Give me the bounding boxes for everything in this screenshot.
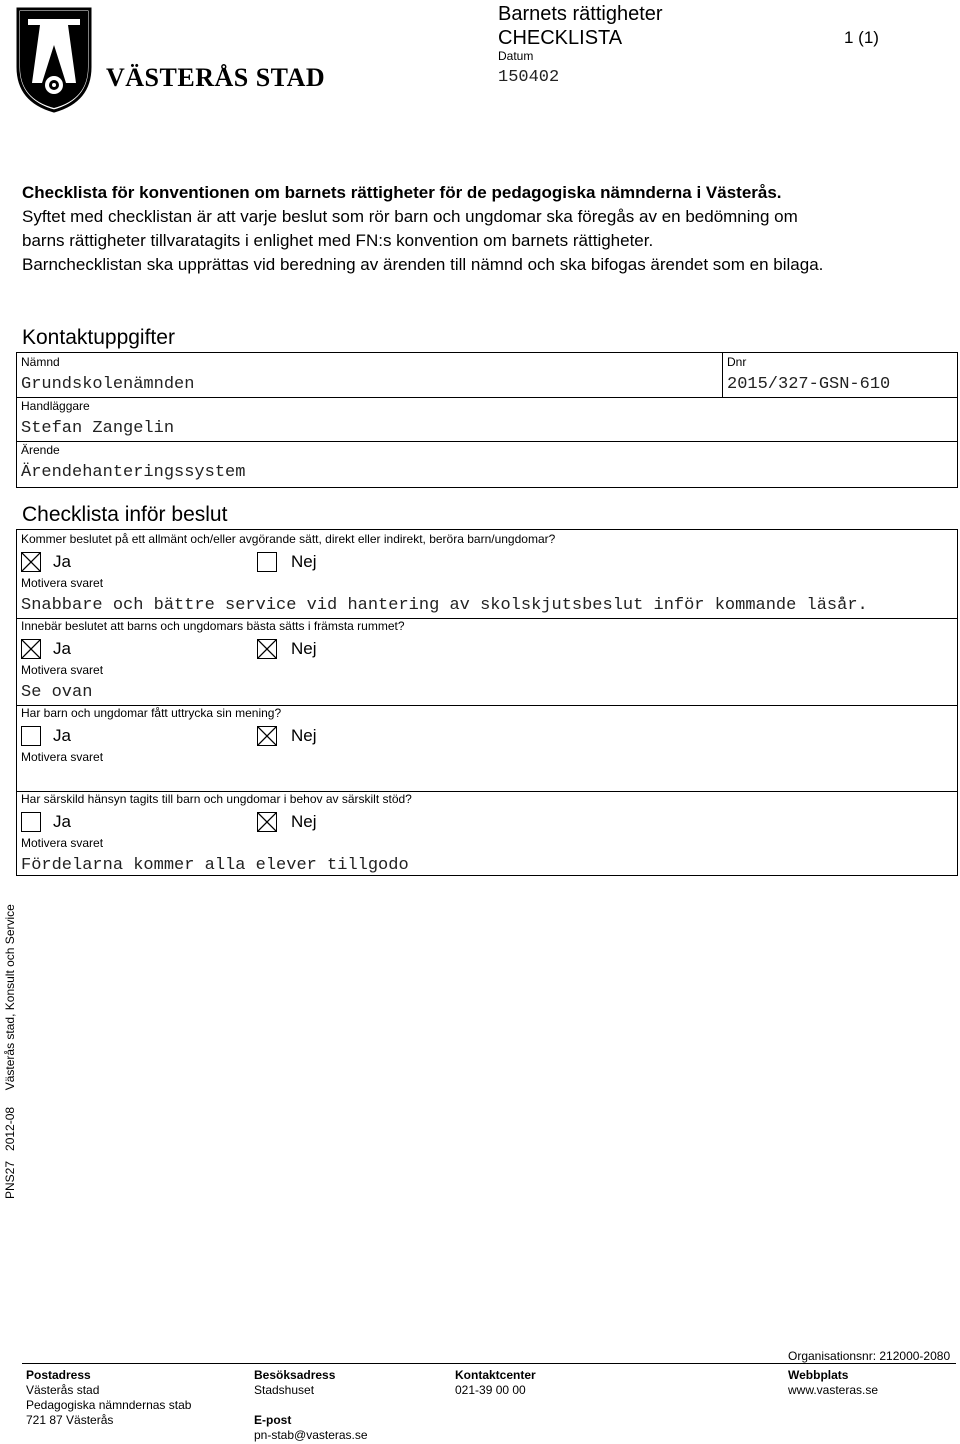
footer-postadress <box>26 1368 191 1428</box>
datum-value: 150402 <box>498 68 560 87</box>
q3-no-label: Nej <box>291 726 317 745</box>
q4-no-checkbox[interactable] <box>257 812 277 832</box>
checked-x-icon <box>258 640 276 658</box>
namnd-field[interactable]: Grundskolenämnden <box>21 375 195 394</box>
namnd-label: Nämnd <box>21 355 60 369</box>
arende-label: Ärende <box>21 443 60 457</box>
datum-label: Datum <box>498 49 534 63</box>
arende-field[interactable]: Ärendehanteringssystem <box>21 463 246 482</box>
org-number: Organisationsnr: 212000-2080 <box>788 1349 951 1363</box>
epost-label: E-post <box>254 1413 292 1427</box>
document-title: Barnets rättigheter <box>498 3 663 25</box>
postadress-line: Pedagogiska nämndernas stab <box>26 1398 192 1412</box>
kontaktcenter-label: Kontaktcenter <box>455 1368 536 1382</box>
q1-no-checkbox[interactable] <box>257 552 277 572</box>
q2-no-label: Nej <box>291 639 317 658</box>
q2-motivate-label: Motivera svaret <box>21 663 104 677</box>
checked-x-icon <box>258 727 276 745</box>
intro-line: Barnchecklistan ska upprättas vid beredning av ärenden till nämnd och ska bifogas ärendet som en bilaga. <box>22 255 824 274</box>
q3-motivate-label: Motivera svaret <box>21 750 104 764</box>
footer-besoksadress <box>254 1368 368 1443</box>
q4-motivate-label: Motivera svaret <box>21 836 104 850</box>
q1-yes-checkbox[interactable] <box>21 552 41 572</box>
divider <box>17 441 957 442</box>
q3-yes-checkbox[interactable] <box>21 726 41 746</box>
webbplats-label: Webbplats <box>788 1368 849 1382</box>
q4-yes-label: Ja <box>53 812 71 831</box>
q3-yes-label: Ja <box>53 726 71 745</box>
footer-kontaktcenter <box>455 1368 536 1398</box>
question-2-text: Innebär beslutet att barns och ungdomars bästa sätts i främsta rummet? <box>21 619 405 633</box>
divider <box>722 353 723 397</box>
q2-yes-label: Ja <box>53 639 71 658</box>
webbplats-link[interactable]: www.vasteras.se <box>788 1383 879 1397</box>
contact-heading: Kontaktuppgifter <box>22 326 175 349</box>
q2-answer-field[interactable]: Se ovan <box>21 683 93 702</box>
q1-yes-label: Ja <box>53 552 71 571</box>
footer-webbplats <box>788 1368 878 1398</box>
logo-wordmark: VÄSTERÅS STAD <box>106 63 326 92</box>
checklist-heading: Checklista inför beslut <box>22 503 228 526</box>
besoksadress-label: Besöksadress <box>254 1368 336 1382</box>
checked-x-icon <box>22 640 40 658</box>
q1-motivate-label: Motivera svaret <box>21 576 104 590</box>
divider <box>17 397 957 398</box>
intro-line: Syftet med checklistan är att varje beslut som rör barn och ungdomar ska föregås av en bedömning om <box>22 207 798 226</box>
q3-no-checkbox[interactable] <box>257 726 277 746</box>
postadress-line: 721 87 Västerås <box>26 1413 114 1427</box>
question-1-text: Kommer beslutet på ett allmänt och/eller avgörande sätt, direkt eller indirekt, beröra barn/ungdomar? <box>21 532 556 546</box>
kontaktcenter-value: 021-39 00 00 <box>455 1383 526 1397</box>
q1-no-label: Nej <box>291 552 317 571</box>
question-4-text: Har särskild hänsyn tagits till barn och ungdomar i behov av särskilt stöd? <box>21 792 412 806</box>
document-subtitle: CHECKLISTA <box>498 27 623 49</box>
postadress-line: Västerås stad <box>26 1383 100 1397</box>
question-3-text: Har barn och ungdomar fått uttrycka sin mening? <box>21 706 282 720</box>
page-number: 1 (1) <box>844 28 879 47</box>
q4-yes-checkbox[interactable] <box>21 812 41 832</box>
besoksadress-value: Stadshuset <box>254 1383 315 1397</box>
q4-no-label: Nej <box>291 812 317 831</box>
vasteras-stad-logo <box>14 5 326 115</box>
q2-no-checkbox[interactable] <box>257 639 277 659</box>
checked-x-icon <box>258 813 276 831</box>
intro-heading: Checklista för konventionen om barnets rättigheter för de pedagogiska nämnderna i Västerås. <box>22 183 782 202</box>
intro-line: barns rättigheter tillvaratagits i enlighet med FN:s konvention om barnets rättigheter. <box>22 231 654 250</box>
checked-x-icon <box>22 553 40 571</box>
footer-divider <box>22 1363 956 1364</box>
contact-box <box>16 352 958 488</box>
checklist-box <box>16 529 958 876</box>
dnr-field[interactable]: 2015/327-GSN-610 <box>727 375 891 394</box>
postadress-label: Postadress <box>26 1368 91 1382</box>
coat-of-arms-icon <box>14 5 94 113</box>
intro-text <box>22 181 942 277</box>
q4-answer-field[interactable]: Fördelarna kommer alla elever tillgodo <box>21 856 409 875</box>
dnr-label: Dnr <box>727 355 747 369</box>
handlaggare-label: Handläggare <box>21 399 90 413</box>
q1-answer-field[interactable]: Snabbare och bättre service vid hantering av skolskjutsbeslut inför kommande läsår. <box>21 596 868 615</box>
side-form-code: PNS27 2012-08 Västerås stad, Konsult och Service <box>3 904 17 1199</box>
handlaggare-field[interactable]: Stefan Zangelin <box>21 419 175 438</box>
epost-value[interactable]: pn-stab@vasteras.se <box>254 1428 368 1442</box>
q2-yes-checkbox[interactable] <box>21 639 41 659</box>
